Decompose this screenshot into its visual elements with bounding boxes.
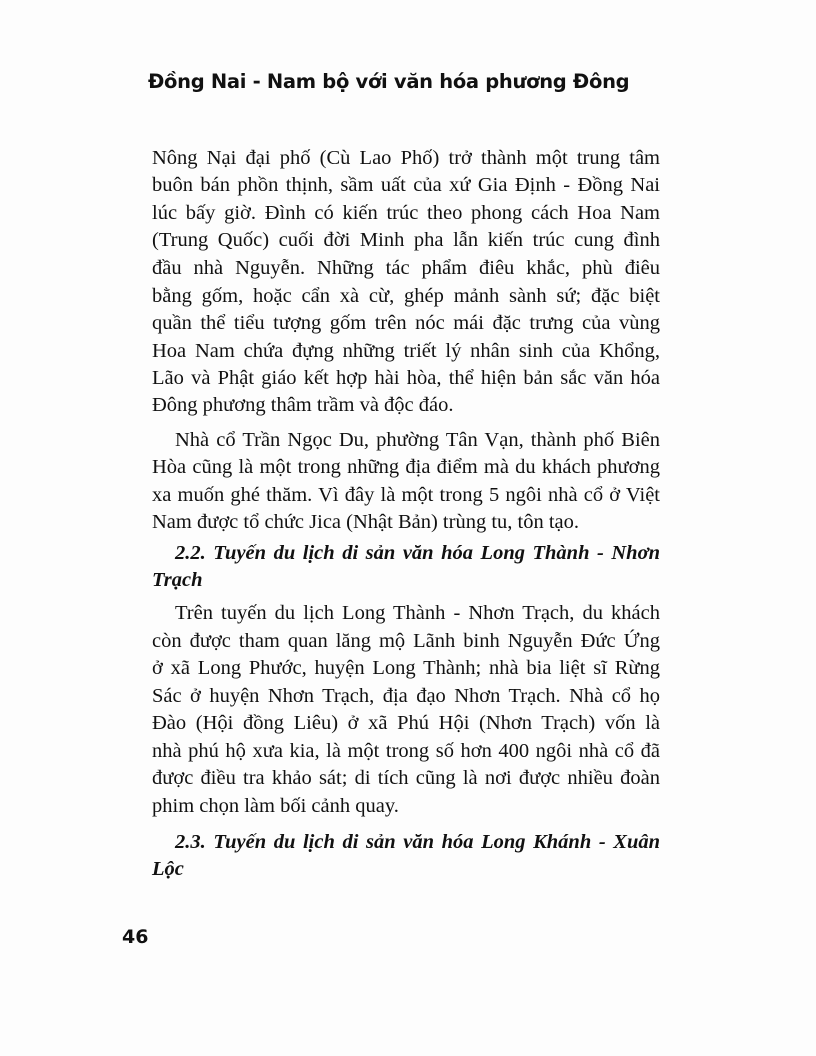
text-line: Nhà cổ Trần Ngọc Du, phường Tân Vạn, thành phố Biên (175, 429, 660, 451)
text-line: quần thể tiểu tượng gốm trên nóc mái đặc trưng của vùng (152, 312, 660, 334)
text-line: bằng gốm, hoặc cẩn xà cừ, ghép mảnh sành sứ; đặc biệt (152, 285, 660, 307)
text-line: được điều tra khảo sát; di tích cũng là nơi được nhiều đoàn (152, 767, 660, 789)
text-line: Nông Nại đại phố (Cù Lao Phố) trở thành một trung tâm (152, 147, 660, 169)
running-header: Đồng Nai - Nam bộ với văn hóa phương Đông (148, 70, 630, 93)
text-line: còn được tham quan lăng mộ Lãnh binh Nguyễn Đức Ứng (152, 630, 660, 652)
text-line: Sác ở huyện Nhơn Trạch, địa đạo Nhơn Trạch. Nhà cổ họ (152, 685, 660, 707)
text-line: Lão và Phật giáo kết hợp hài hòa, thể hiện bản sắc văn hóa (152, 367, 660, 389)
text-line: phim chọn làm bối cảnh quay. (152, 795, 399, 817)
section-heading: Lộc (152, 858, 184, 880)
text-line: lúc bấy giờ. Đình có kiến trúc theo phong cách Hoa Nam (152, 202, 660, 224)
text-line: Đông phương thâm trầm và độc đáo. (152, 394, 454, 416)
text-line: ở xã Long Phước, huyện Long Thành; nhà bia liệt sĩ Rừng (152, 657, 660, 679)
text-line: Hòa cũng là một trong những địa điểm mà du khách phương (152, 456, 660, 478)
text-line: xa muốn ghé thăm. Vì đây là một trong 5 ngôi nhà cổ ở Việt (152, 484, 660, 506)
text-line: (Trung Quốc) cuối đời Minh pha lẫn kiến trúc cung đình (152, 229, 660, 251)
section-heading: Trạch (152, 569, 203, 591)
section-heading: 2.2. Tuyến du lịch di sản văn hóa Long Thành - Nhơn (175, 542, 660, 564)
text-line: Hoa Nam chứa đựng những triết lý nhân sinh của Khổng, (152, 340, 660, 362)
text-line: Nam được tổ chức Jica (Nhật Bản) trùng tu, tôn tạo. (152, 511, 580, 533)
page-number: 46 (122, 926, 149, 948)
text-line: Trên tuyến du lịch Long Thành - Nhơn Trạch, du khách (175, 602, 660, 624)
text-line: Đào (Hội đồng Liêu) ở xã Phú Hội (Nhơn Trạch) vốn là (152, 712, 660, 734)
text-line: đầu nhà Nguyễn. Những tác phẩm điêu khắc, phù điêu (152, 257, 660, 279)
text-line: buôn bán phồn thịnh, sầm uất của xứ Gia Định - Đồng Nai (152, 174, 660, 196)
text-line: nhà phú hộ xưa kia, là một trong số hơn 400 ngôi nhà cổ đã (152, 740, 660, 762)
section-heading: 2.3. Tuyến du lịch di sản văn hóa Long Khánh - Xuân (175, 831, 660, 853)
